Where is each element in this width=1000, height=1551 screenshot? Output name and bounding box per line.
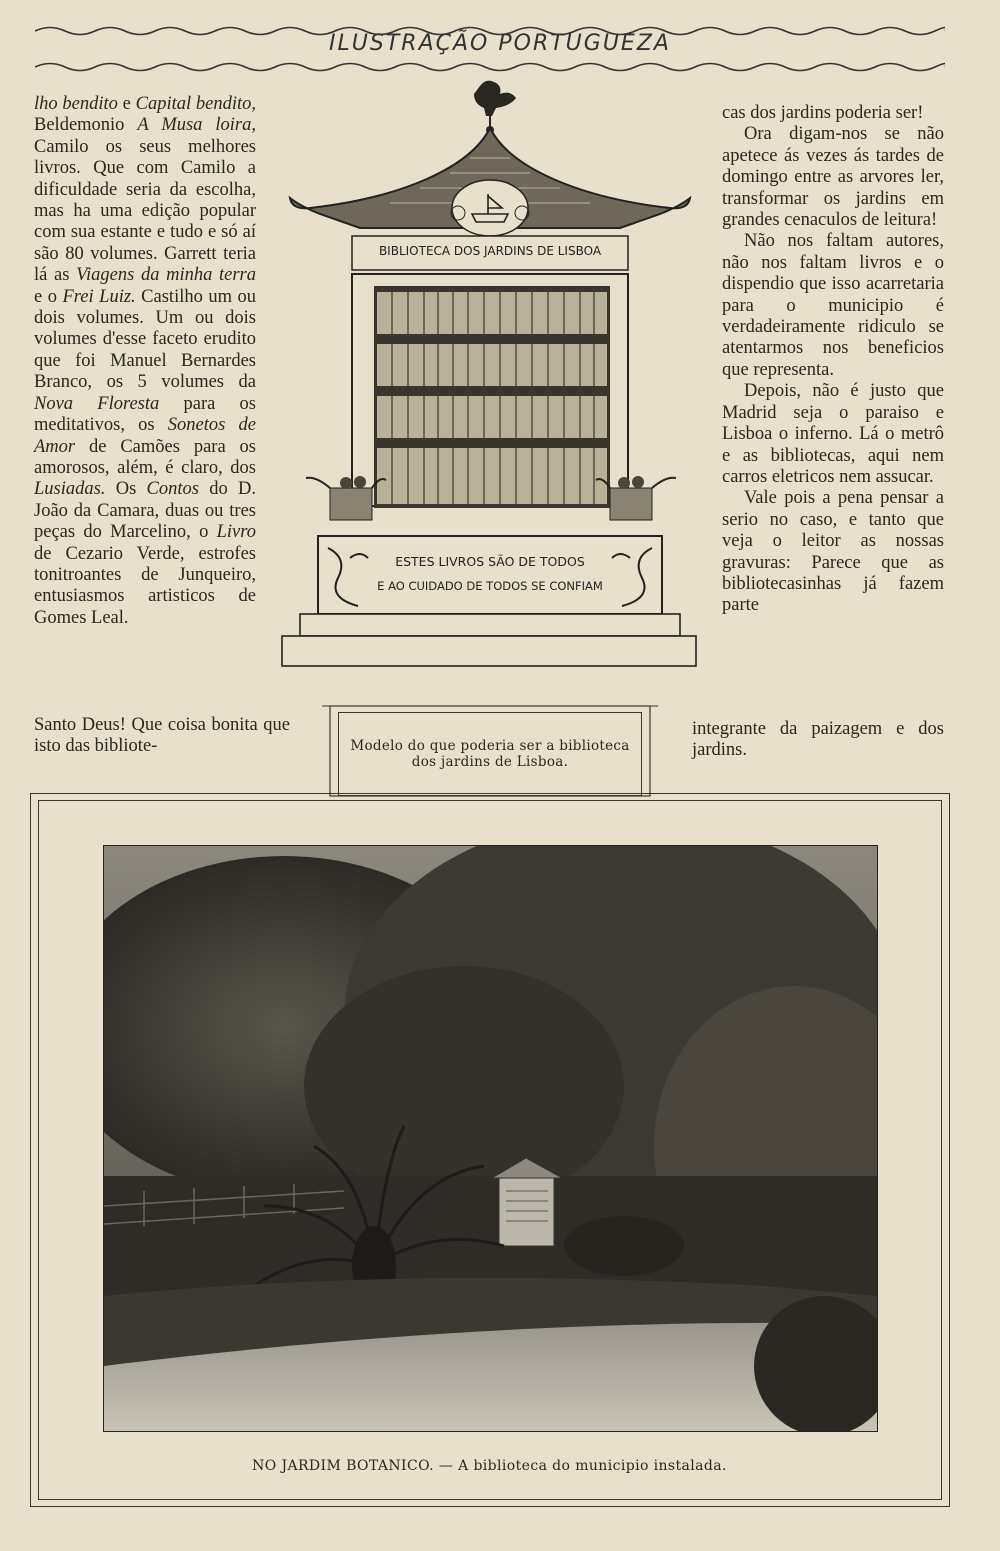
right-paragraph-3: Não nos faltam autores, não nos faltam livros e o dispendio que isso acarretaria para o municipio é verdadeiramente ridiculo se atentarmos nos beneficios que representa.	[722, 231, 944, 380]
text-run: Castilho um ou dois volumes. Um ou dois volumes d'esse faceto erudito que foi Manuel Bernardes Branco, os 5 volumes da	[34, 286, 257, 393]
italic-title: Viagens da minha terra	[76, 265, 256, 286]
italic-title: Lusiadas.	[34, 479, 106, 500]
text-run: Camilo os seus melhores livros. Que com Camilo a dificuldade seria da escolha, mas ha uma edição popular com sua estante e tudo e só aí são 80 volumes. Garrett teria lá as	[34, 136, 256, 286]
text-run: para os meditativos, os	[34, 393, 256, 436]
bottom-wavy-rule	[35, 60, 945, 74]
text-run: e o	[34, 286, 63, 307]
library-illustration	[280, 78, 700, 678]
italic-title: Livro	[216, 522, 256, 543]
italic-title: Contos	[146, 479, 199, 500]
italic-title: Nova Floresta	[34, 393, 160, 414]
tile-inscription-line-1: ESTES LIVROS SÃO DE TODOS	[395, 554, 585, 569]
library-sign-text: BIBLIOTECA DOS JARDINS DE LISBOA	[378, 244, 602, 258]
step-upper	[300, 614, 680, 636]
rooster-vane-icon	[474, 81, 516, 134]
botanical-garden-photo	[103, 845, 878, 1432]
text-run: de Cezario Verde, estrofes tonitroantes de Junqueiro, entusiasmos artisticos de Gomes Leal.	[34, 543, 256, 628]
books	[377, 292, 607, 504]
right-paragraph-4: Depois, não é justo que Madrid seja o paraiso e Lisboa o inferno. Lá o metrô e as bibliotecas, aqui nem carros eletricos nem assucar.	[722, 381, 944, 487]
left-paragraph	[34, 94, 256, 629]
tile-inscription-line-2: E AO CUIDADO DE TODOS SE CONFIAM	[377, 579, 603, 593]
left-paragraph-2: Santo Deus! Que coisa bonita que isto das bibliote-	[34, 715, 290, 757]
tile-panel	[318, 536, 662, 614]
left-column	[34, 94, 256, 629]
right-paragraph-5: Vale pois a pena pensar a serio no caso, e tanto que veja o leitor as nossas gravuras: Parece que as bibliotecasinhas já fazem parte	[722, 488, 944, 616]
right-paragraph-6: integrante da paizagem e dos jardins.	[692, 719, 944, 761]
italic-title: Capital bendito,	[135, 94, 257, 114]
right-column	[722, 103, 944, 617]
text-run: e	[117, 94, 136, 114]
italic-title: Sonetos de Amor	[34, 415, 256, 457]
lisbon-crest-icon	[451, 180, 529, 236]
illustration-caption-box	[322, 702, 658, 798]
masthead-title: ILUSTRAÇÃO PORTUGUEZA	[329, 31, 671, 56]
step-lower	[282, 636, 696, 666]
text-run: Beldemonio	[34, 115, 138, 136]
text-run: Os	[105, 479, 147, 500]
right-paragraph-2: Ora digam-nos se não apetece ás vezes ás tardes de domingo entre as arvores ler, transformar os jardins em grandes cenaculos de leitura!	[722, 124, 944, 231]
text-run: do D. João da Camara, duas ou tres peças do Marcelino, o	[34, 479, 256, 543]
text-run: de Camões para os amorosos, além, é claro, dos	[34, 436, 256, 478]
photo-caption: NO JARDIM BOTANICO. — A biblioteca do municipio instalada.	[252, 1458, 727, 1474]
italic-title: lho bendito	[34, 94, 118, 114]
illustration-caption: Modelo do que poderia ser a biblioteca dos jardins de Lisboa.	[338, 712, 642, 796]
italic-title: A Musa loira,	[137, 115, 256, 136]
italic-title: Frei Luiz.	[62, 286, 136, 307]
right-paragraph-1: cas dos jardins poderia ser!	[722, 103, 924, 123]
